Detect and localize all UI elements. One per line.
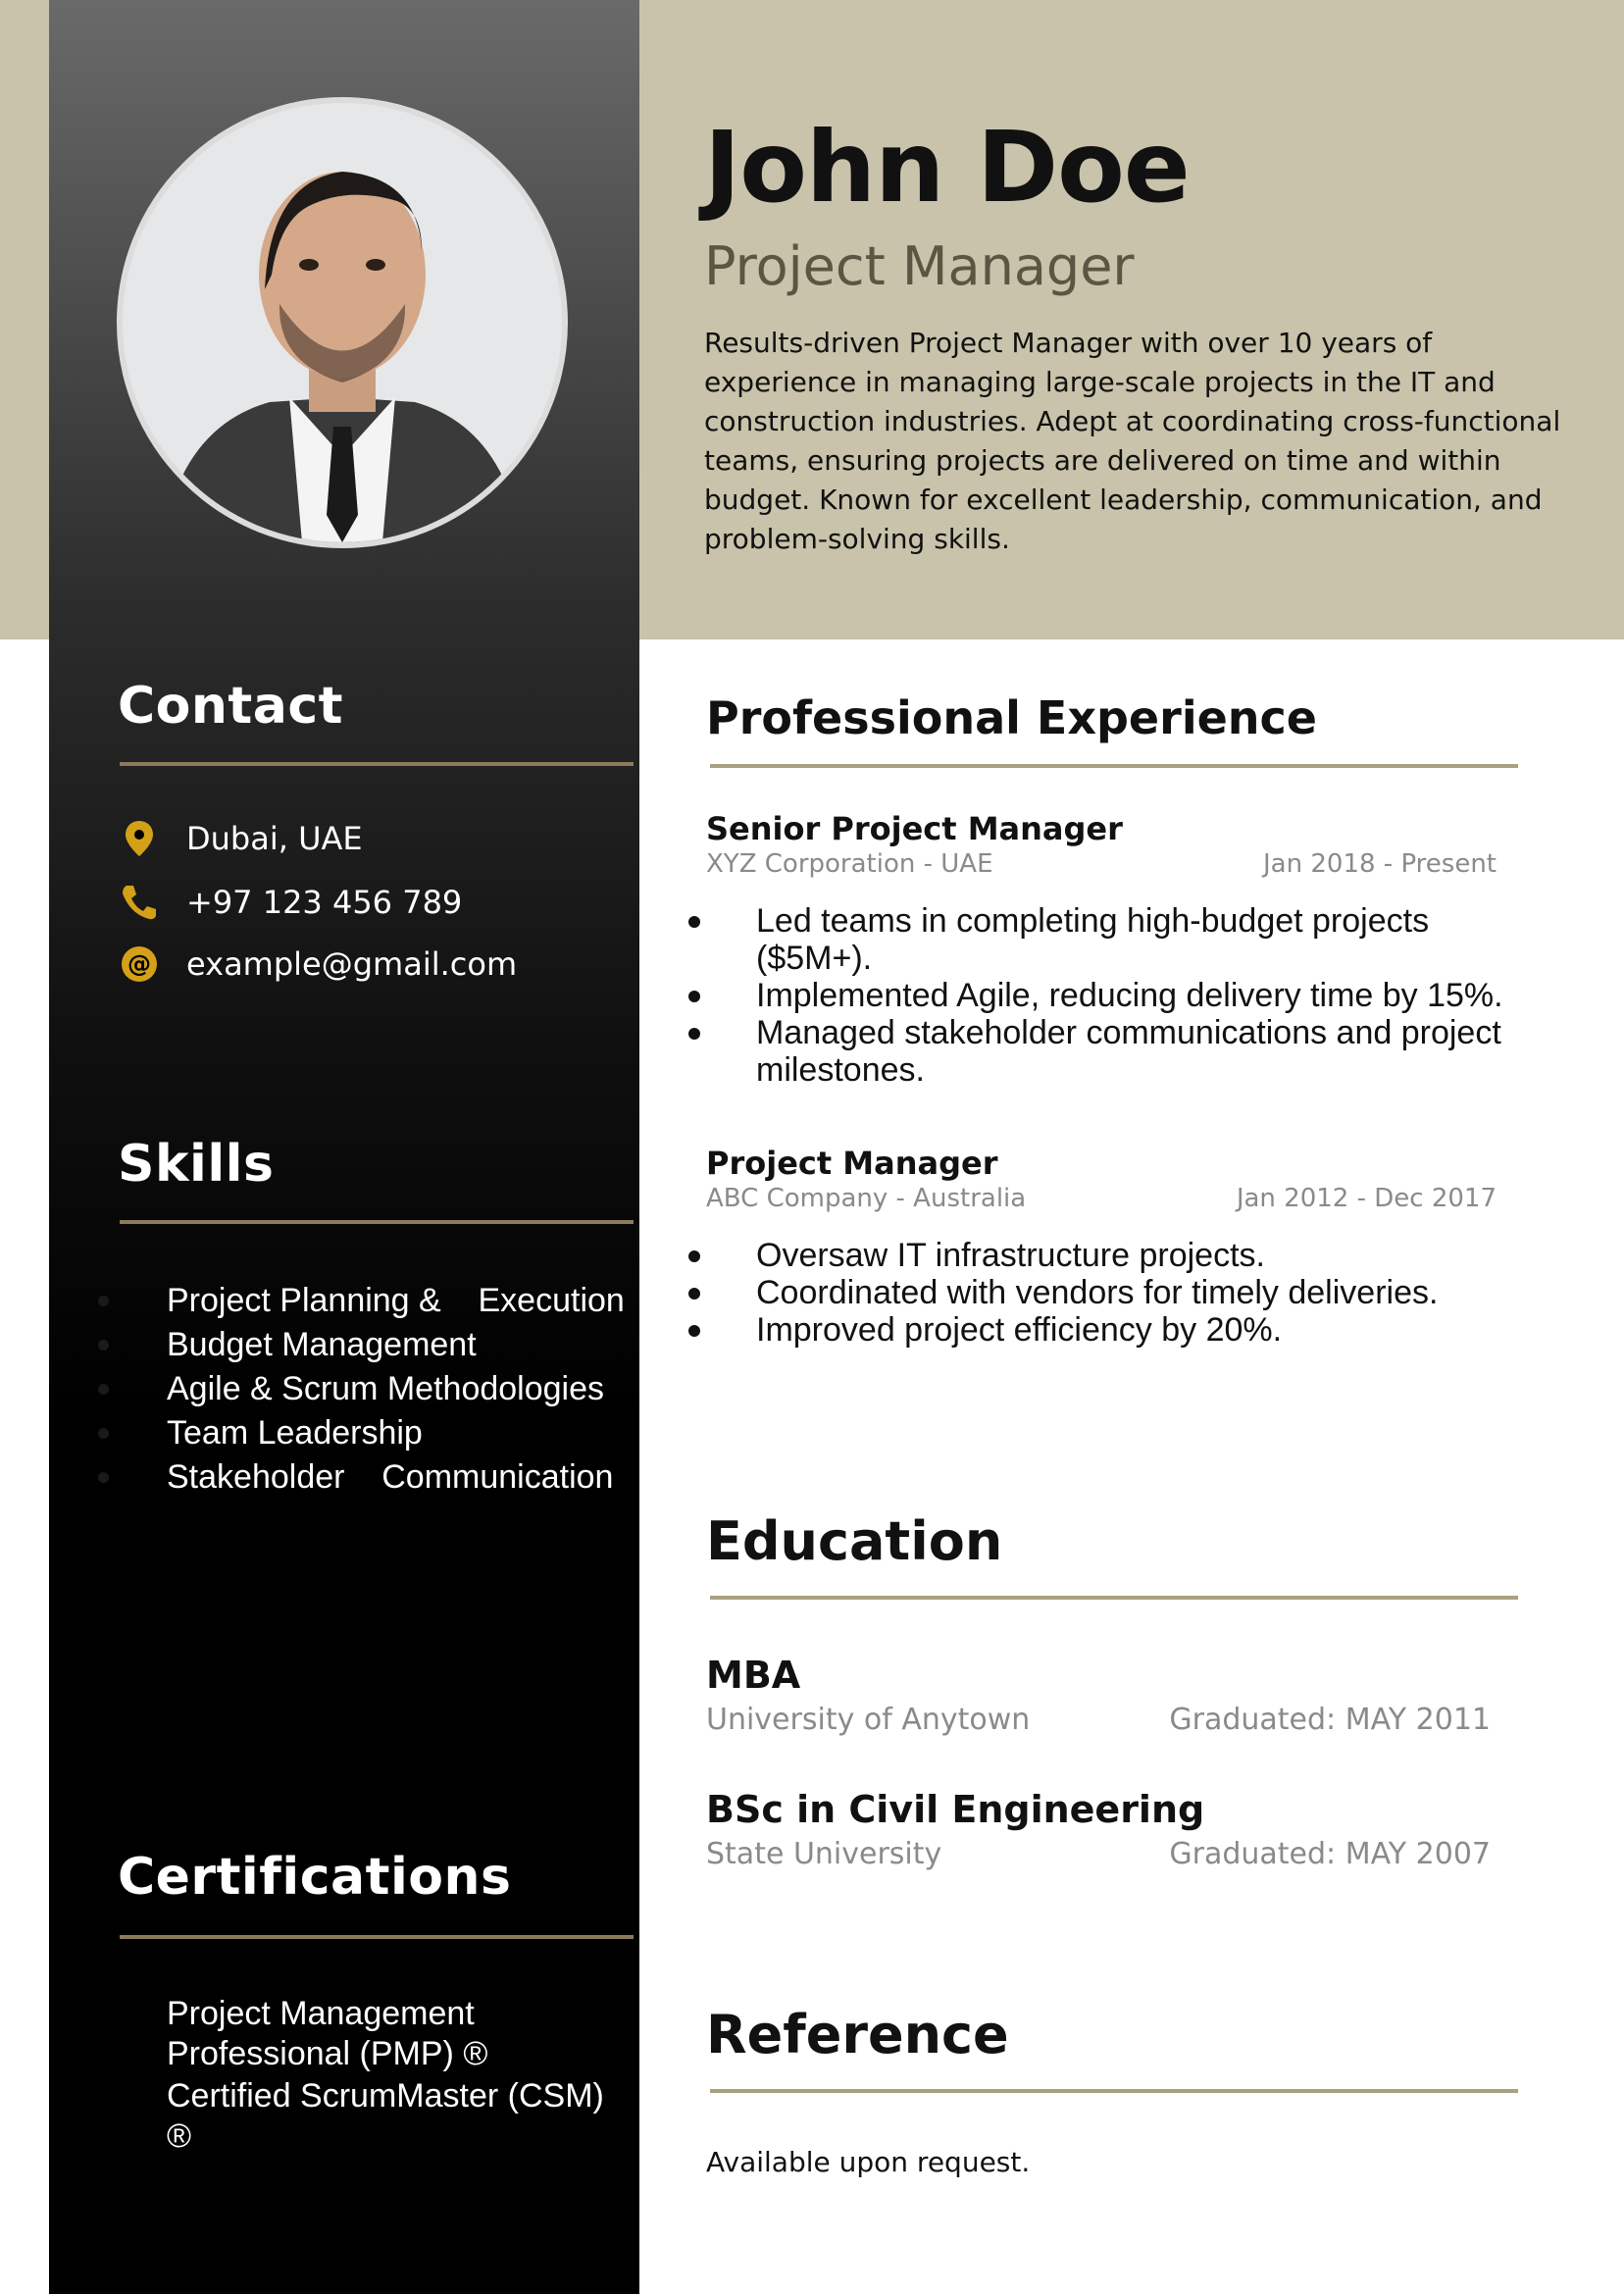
education-graduated: Graduated: MAY 2011 bbox=[1169, 1703, 1491, 1737]
certifications-heading: Certifications bbox=[118, 1848, 512, 1907]
job-bullets bbox=[686, 1237, 1510, 1349]
education-divider bbox=[710, 1596, 1518, 1600]
job-bullet: Improved project efficiency by 20%. bbox=[686, 1311, 1510, 1349]
location-pin-icon bbox=[118, 817, 161, 860]
job-dates: Jan 2012 - Dec 2017 bbox=[1236, 1184, 1497, 1213]
job-company: XYZ Corporation - UAE bbox=[706, 849, 993, 879]
phone-icon bbox=[118, 881, 161, 924]
job-dates: Jan 2018 - Present bbox=[1263, 849, 1497, 879]
education-degree: BSc in Civil Engineering bbox=[706, 1788, 1205, 1831]
skill-item: Agile & Scrum Methodologies bbox=[98, 1369, 628, 1409]
experience-divider bbox=[710, 764, 1518, 768]
reference-text: Available upon request. bbox=[706, 2146, 1031, 2178]
certifications-list bbox=[98, 1994, 608, 2161]
job-bullet: Implemented Agile, reducing delivery time by 15%. bbox=[686, 977, 1510, 1014]
education-graduated: Graduated: MAY 2007 bbox=[1169, 1837, 1491, 1871]
education-meta bbox=[706, 1703, 1491, 1737]
certification-item: Certified ScrumMaster (CSM) ® bbox=[167, 2077, 604, 2155]
contact-phone bbox=[118, 878, 462, 927]
skill-item: Team Leadership bbox=[98, 1413, 628, 1453]
contact-location-text: Dubai, UAE bbox=[186, 820, 363, 857]
svg-text:@: @ bbox=[127, 950, 151, 978]
education-degree: MBA bbox=[706, 1654, 801, 1697]
job-bullet: Oversaw IT infrastructure projects. bbox=[686, 1237, 1510, 1274]
skills-divider bbox=[120, 1220, 634, 1224]
contact-email bbox=[118, 940, 517, 989]
skill-item: Budget Management bbox=[98, 1325, 628, 1365]
job-bullets bbox=[686, 902, 1510, 1089]
candidate-role: Project Manager bbox=[704, 235, 1135, 297]
education-meta bbox=[706, 1837, 1491, 1871]
profile-photo bbox=[117, 97, 568, 548]
job-meta bbox=[706, 1184, 1497, 1213]
job-meta bbox=[706, 849, 1497, 879]
job-bullet: Coordinated with vendors for timely deliveries. bbox=[686, 1274, 1510, 1311]
skills-heading: Skills bbox=[118, 1135, 275, 1194]
email-at-icon bbox=[118, 943, 161, 986]
job-company: ABC Company - Australia bbox=[706, 1184, 1027, 1213]
skill-item: Stakeholder Communication bbox=[98, 1457, 628, 1498]
contact-location bbox=[118, 814, 363, 863]
certifications-divider bbox=[120, 1935, 634, 1939]
education-school: University of Anytown bbox=[706, 1703, 1031, 1737]
job-bullet: Led teams in completing high-budget projects ($5M+). bbox=[686, 902, 1510, 977]
job-title: Senior Project Manager bbox=[706, 810, 1123, 847]
job-title: Project Manager bbox=[706, 1145, 998, 1182]
skills-list bbox=[98, 1281, 628, 1502]
candidate-name: John Doe bbox=[704, 110, 1190, 225]
contact-phone-text: +97 123 456 789 bbox=[186, 884, 463, 921]
education-school: State University bbox=[706, 1837, 942, 1871]
reference-heading: Reference bbox=[706, 2004, 1009, 2065]
education-heading: Education bbox=[706, 1510, 1003, 1572]
job-bullet: Managed stakeholder communications and project milestones. bbox=[686, 1014, 1510, 1089]
contact-heading: Contact bbox=[118, 677, 344, 736]
contact-divider bbox=[120, 762, 634, 766]
profile-summary: Results-driven Project Manager with over 10 years of experience in managing large-scale projects in the IT and construction industries. Adept at coordinating cross-functional teams, ensuring projects are delivered on time and within budget. Known for excellent leadership, communication, and problem-solving skills. bbox=[704, 327, 1561, 555]
certification-item: Project Management Professional (PMP) ® bbox=[167, 1995, 488, 2072]
reference-divider bbox=[710, 2089, 1518, 2093]
contact-email-text: example@gmail.com bbox=[186, 945, 518, 983]
skill-item: Project Planning & Execution bbox=[98, 1281, 628, 1321]
experience-heading: Professional Experience bbox=[706, 691, 1317, 744]
